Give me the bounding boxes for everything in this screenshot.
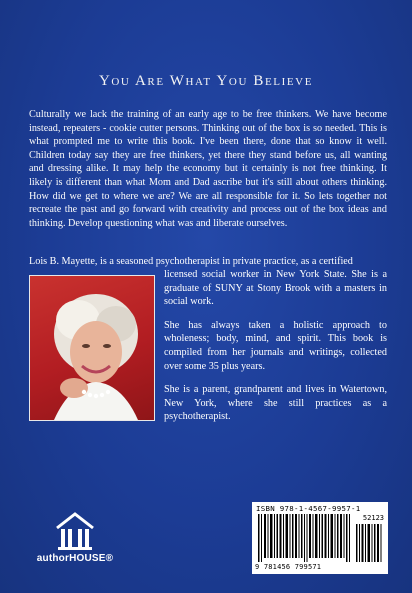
book-title: You Are What You Believe: [98, 73, 314, 89]
author-bio-intro: Lois B. Mayette, is a seasoned psychotherapist in private practice, as a certified: [29, 256, 353, 267]
price-code: 52123: [362, 514, 384, 522]
author-bio-paragraph: She is a parent, grandparent and lives in Watertown, New York, where she still practices as a psychotherapist.: [164, 384, 387, 423]
author-bio-paragraph: She has always taken a holistic approach to wholeness; body, mind, and spirit. This book is compiled from her journals and writings, collected over some 35 plus years.: [164, 319, 387, 372]
barcode-panel: [252, 502, 388, 574]
isbn-number: ISBN 978-1-4567-9957-1: [256, 504, 361, 513]
house-book-icon: [30, 510, 120, 552]
author-portrait-illustration: [30, 276, 154, 420]
barcode-digits: 9 781456 799571: [255, 563, 322, 571]
publisher-logo: [30, 510, 120, 570]
book-blurb: Culturally we lack the training of an early age to be free thinkers. We have become instead, repeaters - cookie cutter persons. Thinking out of the box is so needed. This is what prompted me to write this book. I've been there, done that so know it well. Children today say they are free thinkers, yet there they stand before us, all wanting and dressing alike. It may help the economy but it certainly is not free thinking. It likely is different than what Mom and Dad ascribe but it's still about others thinking. How did we get to where we are? We are all responsible for it. So lets together not recreate the past and go forward with creativity and process out of the box ideas and thinking. Develop questioning what was and liberate ourselves.: [29, 109, 387, 229]
author-photo: [29, 275, 155, 421]
publisher-name: authorHOUSE®: [36, 553, 114, 564]
author-bio-paragraph: licensed social worker in New York State. She is a graduate of SUNY at Stony Brook with a masters in social work.: [164, 269, 387, 308]
author-bio: [164, 268, 387, 434]
